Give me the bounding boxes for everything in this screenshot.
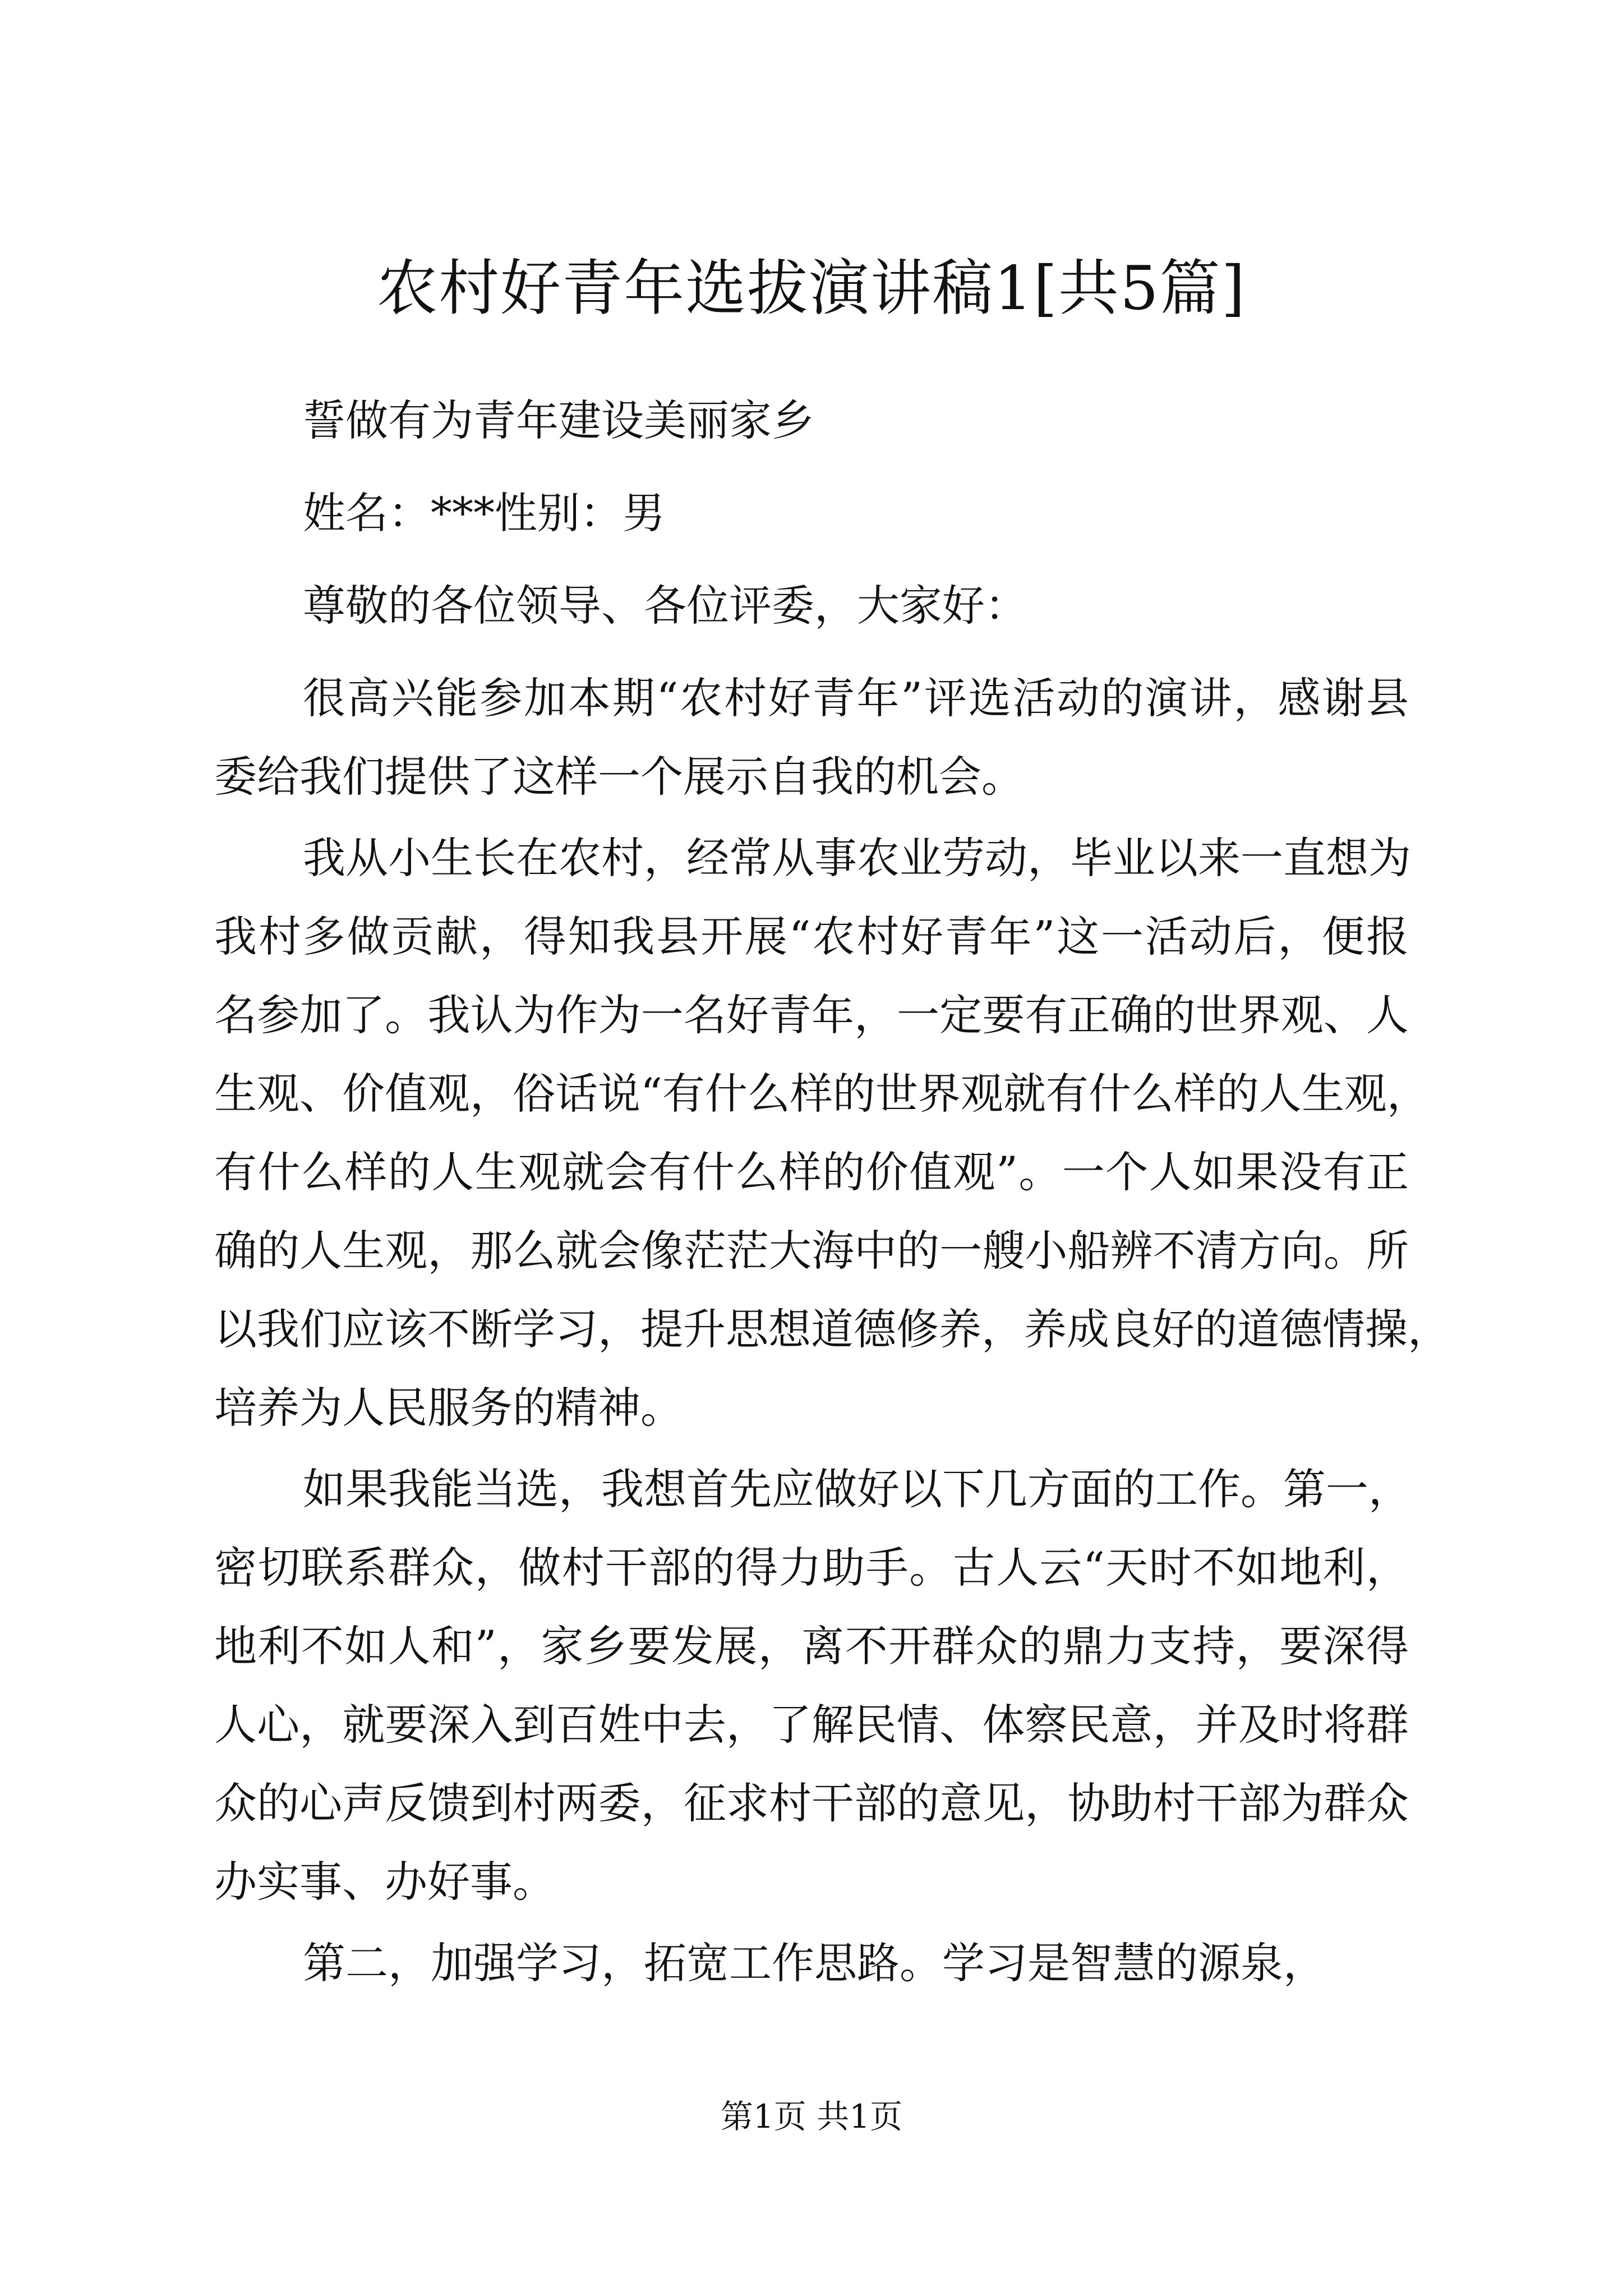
paragraph-line: 第二，加强学习，拓宽工作思路。学习是智慧的源泉， [303,1938,1326,1988]
paragraph-line: 生观、价值观，俗话说“有什么样的世界观就有什么样的人生观， [214,1069,1430,1119]
paragraph-line: 确的人生观，那么就会像茫茫大海中的一艘小船辨不清方向。所 [214,1226,1409,1276]
paragraph-line: 密切联系群众，做村干部的得力助手。古人云“天时不如地利， [214,1543,1409,1593]
paragraph-line: 我从小生长在农村，经常从事农业劳动，毕业以来一直想为 [303,833,1411,883]
paragraph-line: 办实事、办好事。 [214,1857,555,1907]
paragraph-line: 我村多做贡献，得知我县开展“农村好青年”这一活动后，便报 [214,912,1409,961]
paragraph-line: 人心，就要深入到百姓中去，了解民情、体察民意，并及时将群 [214,1700,1409,1750]
page-footer: 第1页 共1页 [720,2097,903,2136]
paragraph-line: 培养为人民服务的精神。 [214,1383,683,1433]
paragraph-line: 委给我们提供了这样一个展示自我的机会。 [214,752,1024,802]
paragraph-line: 有什么样的人生观就会有什么样的价值观”。一个人如果没有正 [214,1147,1409,1197]
paragraph-line: 如果我能当选，我想首先应做好以下几方面的工作。第一， [303,1464,1411,1514]
greeting-line: 尊敬的各位领导、各位评委，大家好： [303,581,1027,631]
paragraph-line: 很高兴能参加本期“农村好青年”评选活动的演讲，感谢县 [303,673,1409,723]
document-subtitle: 誓做有为青年建设美丽家乡 [303,395,814,445]
paragraph-line: 名参加了。我认为作为一名好青年，一定要有正确的世界观、人 [214,990,1409,1040]
paragraph-line: 地利不如人和”，家乡要发展，离不开群众的鼎力支持，要深得 [214,1621,1409,1671]
paragraph-line: 众的心声反馈到村两委，征求村干部的意见，协助村干部为群众 [214,1778,1409,1828]
author-info-line: 姓名：***性别：男 [303,488,665,538]
paragraph-line: 以我们应该不断学习，提升思想道德修养，养成良好的道德情操， [214,1304,1450,1354]
document-title: 农村好青年选拔演讲稿1[共5篇] [377,254,1246,324]
